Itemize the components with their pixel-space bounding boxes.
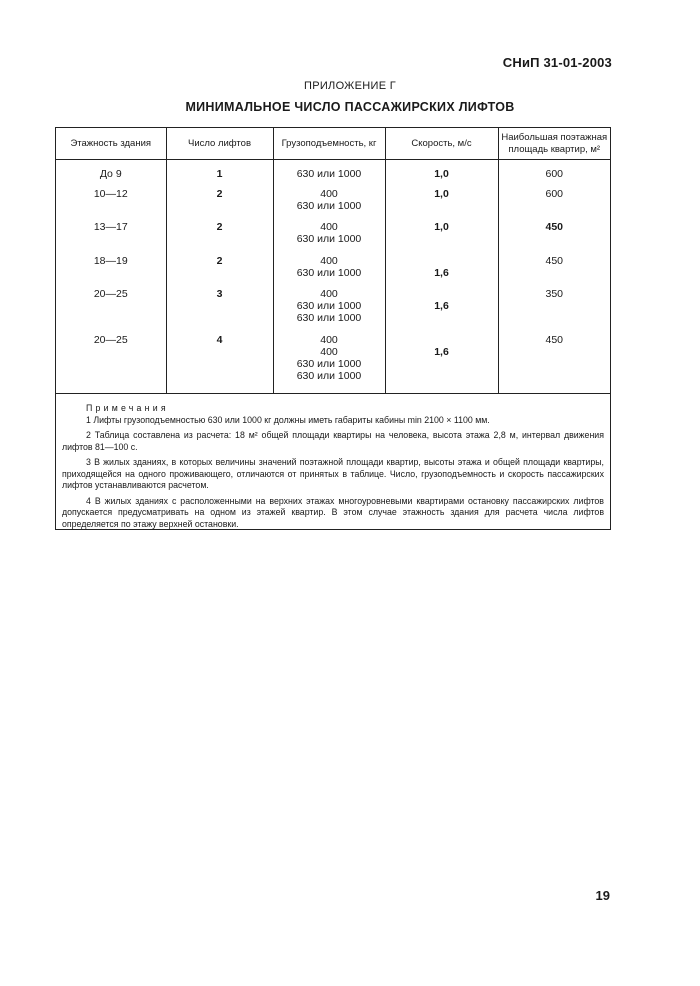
capacity-line: 630 или 1000 <box>296 232 362 245</box>
cell-floors: 10—12 <box>56 183 166 216</box>
note-item: 4 В жилых зданиях с расположенными на верхних этажах многоуровневыми квартирами остановку пассажирских лифтов допускается предусматривать на одном из этажей квартир. В этом случае этажность здания для расчета числа лифтов определяется по этажу верхней остановки. <box>62 495 604 529</box>
capacity-line: 630 или 1000 <box>296 357 362 370</box>
table-body <box>56 160 610 394</box>
column-header-capacity: Грузоподъемность, кг <box>273 128 385 160</box>
cell-area: 350 <box>545 287 564 300</box>
table-row <box>56 283 610 329</box>
capacity-line: 630 или 1000 <box>296 168 362 180</box>
cell-lift-count: 4 <box>166 329 273 391</box>
note-item: 3 В жилых зданиях, в которых величины значений поэтажной площади квартир, высоты этажа и общей площади квартиры, приходящейся на одного проживающего, отличаются от принятых в таблице. Число, грузоподъемность и скорость пассажирских лифтов устанавливаются расчетом. <box>62 457 604 490</box>
cell-capacity <box>273 283 385 329</box>
cell-lift-count: 1 <box>166 160 273 183</box>
column-header-count: Число лифтов <box>166 128 273 160</box>
capacity-line: 630 или 1000 <box>296 199 362 212</box>
column-header-speed: Скорость, м/с <box>385 128 498 160</box>
cell-floors: До 9 <box>56 160 166 183</box>
table-row <box>56 216 610 250</box>
cell-speed: 1,6 <box>385 283 498 329</box>
capacity-line: 630 или 1000 <box>296 266 362 279</box>
table-header-row <box>56 128 610 160</box>
cell-floors: 20—25 <box>56 283 166 329</box>
table-title: МИНИМАЛЬНОЕ ЧИСЛО ПАССАЖИРСКИХ ЛИФТОВ <box>185 100 515 114</box>
table-frame <box>55 127 611 530</box>
cell-capacity <box>273 160 385 183</box>
table-row <box>56 160 610 183</box>
cell-area: 450 <box>545 254 564 267</box>
column-header-area: Наибольшая поэтажная площадь квартир, м² <box>498 128 610 160</box>
cell-lift-count: 3 <box>166 283 273 329</box>
capacity-line: 400 <box>320 287 338 300</box>
cell-capacity <box>273 250 385 283</box>
table-row <box>56 329 610 391</box>
cell-floors: 20—25 <box>56 329 166 391</box>
cell-speed: 1,0 <box>385 183 498 216</box>
cell-speed: 1,6 <box>385 250 498 283</box>
capacity-line: 400 <box>320 187 338 200</box>
cell-floors: 18—19 <box>56 250 166 283</box>
cell-speed: 1,0 <box>385 160 498 183</box>
table-row <box>56 250 610 283</box>
column-header-floors: Этажность здания <box>56 128 166 160</box>
notes-section <box>56 393 610 529</box>
cell-area: 600 <box>545 168 564 180</box>
table-row <box>56 183 610 216</box>
cell-speed: 1,0 <box>385 216 498 250</box>
cell-capacity <box>273 183 385 216</box>
appendix-label: ПРИЛОЖЕНИЕ Г <box>304 80 396 92</box>
cell-area: 450 <box>545 333 564 346</box>
capacity-line: 400 <box>320 254 338 267</box>
cell-area: 600 <box>545 187 564 200</box>
capacity-line: 400 <box>320 333 338 346</box>
lifts-table <box>56 128 610 394</box>
note-item: 1 Лифты грузоподъемностью 630 или 1000 кг должны иметь габариты кабины min 2100 × 1100 мм. <box>86 414 490 425</box>
cell-lift-count: 2 <box>166 250 273 283</box>
cell-capacity <box>273 329 385 391</box>
cell-lift-count: 2 <box>166 216 273 250</box>
capacity-line: 630 или 1000 <box>296 311 362 324</box>
cell-speed: 1,6 <box>385 329 498 391</box>
page-number: 19 <box>595 888 610 903</box>
capacity-line: 630 или 1000 <box>296 369 362 382</box>
capacity-line: 630 или 1000 <box>296 299 362 312</box>
cell-capacity <box>273 216 385 250</box>
cell-area: 450 <box>545 220 564 233</box>
cell-floors: 13—17 <box>56 216 166 250</box>
capacity-line: 400 <box>320 345 338 358</box>
notes-heading: Примечания <box>86 403 169 413</box>
capacity-line: 400 <box>320 220 338 233</box>
document-code: СНиП 31-01-2003 <box>502 55 612 70</box>
note-item: 2 Таблица составлена из расчета: 18 м² общей площади квартиры на человека, высота этажа 2,8 м, интервал движения лифтов 81—100 с. <box>62 430 604 452</box>
cell-lift-count: 2 <box>166 183 273 216</box>
